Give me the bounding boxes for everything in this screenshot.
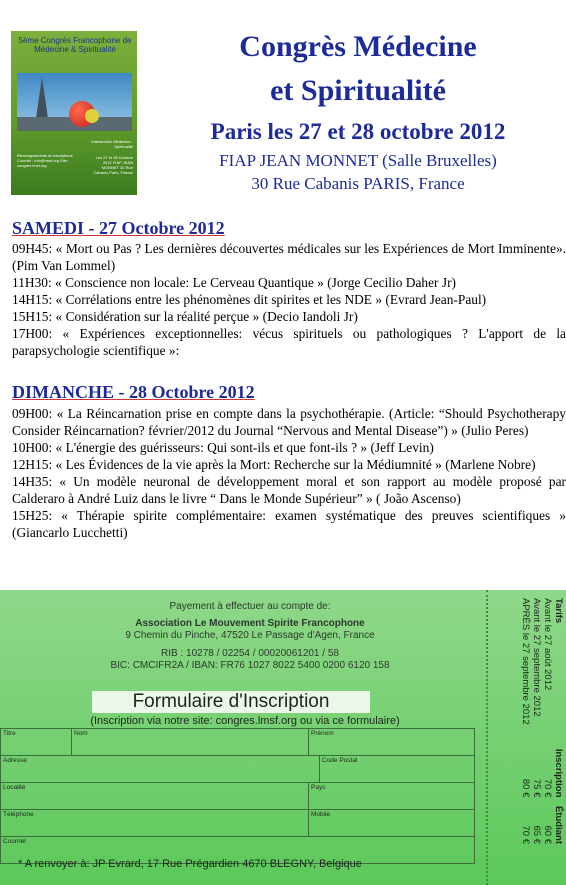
saturday-program	[12, 240, 566, 359]
payment-association: Association Le Mouvement Spirite Francophone	[135, 618, 365, 629]
list-item: 12H15: « Les Évidences de la vie après la Mort: Recherche sur la Médiumnité » (Marlene Nobre)	[12, 457, 536, 472]
payment-intro: Payement à effectuer au compte de:	[169, 601, 331, 612]
poster-title: 5ème Congrès Francophone de Médecine & Spiritualité	[18, 36, 132, 54]
field-adresse[interactable]: Adresse	[1, 756, 320, 783]
payment-address: 9 Chemin du Pinche, 47520 Le Passage d'Agen, France	[125, 630, 375, 641]
list-item: 09H00: « La Réincarnation prise en compte dans la psychothérapie. (Article: “Should Psychotherapy Consider Réincarnation? février/2012 du Journal “Nervous and Mental Disease”) » (Julio Peres)	[12, 406, 566, 438]
inscription-header: Inscription	[553, 748, 564, 798]
etudiant-header: Étudiant	[553, 806, 564, 844]
list-item: 09H45: « Mort ou Pas ? Les dernières découvertes médicales sur les Expériences de Mort Imminente». (Pim Van Lommel)	[12, 241, 566, 273]
field-telephone[interactable]: Téléphone	[1, 810, 309, 837]
field-nom[interactable]: Nom	[72, 729, 309, 756]
sunday-program	[12, 405, 566, 541]
registration-section	[0, 590, 566, 885]
list-item: 11H30: « Conscience non locale: Le Cerveau Quantique » (Jorge Cecilio Daher Jr)	[12, 275, 456, 290]
poster-caption: Intersection Médecine - Spiritualité Les 27 et 28 Octobre 2012 FIAP JEAN MONNET 30 Rue Cabanis Paris, France	[91, 139, 133, 175]
list-item: 10H00: « L'énergie des guérisseurs: Qui sont-ils et que font-ils ? » (Jeff Levin)	[12, 440, 434, 455]
field-prenom[interactable]: Prénom	[309, 729, 475, 756]
return-address-note: * A renvoyer à: JP Evrard, 17 Rue Prégardien 4670 BLEGNY, Belgique	[18, 858, 362, 870]
tarifs-table	[492, 596, 564, 846]
form-title: Formulaire d'Inscription	[92, 691, 370, 713]
page-title-line2: et Spiritualité	[270, 74, 446, 107]
table-row: APRÈS le 27 septembre 2012 80 € 70 €	[520, 598, 531, 844]
field-pays[interactable]: Pays	[309, 783, 475, 810]
table-row: Avant le 27 septembre 2012 75 € 65 €	[531, 598, 542, 844]
list-item: 14H35: « Un modèle neuronal de développement moral et son rapport au modèle proposé par Calderaro à André Luiz dans le livre “ Dans le Monde Supérieur” » ( João Ascenso)	[12, 474, 566, 506]
sphere-icon	[85, 109, 99, 123]
event-dates: Paris les 27 et 28 octobre 2012	[210, 119, 506, 144]
tarifs-header: Tarifs	[553, 598, 564, 624]
event-address: 30 Rue Cabanis PARIS, France	[251, 174, 465, 193]
field-titre[interactable]: Titre	[1, 729, 72, 756]
list-item: 14H15: « Corrélations entre les phénomènes dit spirites et les NDE » (Evrard Jean-Paul)	[12, 292, 487, 307]
list-item: 15H15: « Considération sur la réalité perçue » (Decio Iandoli Jr)	[12, 309, 358, 324]
field-code-postal[interactable]: Code Postal	[320, 756, 475, 783]
field-courriel[interactable]: Courriel	[1, 837, 475, 864]
saturday-heading: SAMEDI - 27 Octobre 2012	[12, 218, 225, 238]
field-localite[interactable]: Localité	[1, 783, 309, 810]
poster-info: Renseignements et inscriptions Courriel : info@lmsf.org Site : congres.lmsf.org	[17, 153, 73, 168]
registration-form-grid	[0, 728, 475, 864]
payment-bic: BIC: CMCIFR2A / IBAN: FR76 1027 8022 5400 0200 6120 158	[110, 660, 390, 671]
perforation-line	[486, 590, 488, 885]
list-item: 17H00: « Expériences exceptionnelles: vécus spirituels ou pathologiques ? L'apport de la parapsychologie scientifique »:	[12, 326, 566, 358]
payment-rib: RIB : 10278 / 02254 / 00020061201 / 58	[161, 648, 339, 659]
table-row: Avant le 27 août 2012 70 € 60 €	[542, 598, 553, 844]
congress-poster-image	[11, 31, 137, 195]
event-venue: FIAP JEAN MONNET (Salle Bruxelles)	[219, 151, 497, 170]
list-item: 15H25: « Thérapie spirite complémentaire: examen systématique des preuves scientifiques » (Giancarlo Lucchetti)	[12, 508, 566, 540]
page-title-line1: Congrès Médecine	[239, 30, 477, 63]
field-mobile[interactable]: Mobile	[309, 810, 475, 837]
form-subtitle: (Inscription via notre site: congres.lmsf.org ou via ce formulaire)	[90, 715, 400, 727]
sunday-heading: DIMANCHE - 28 Octobre 2012	[12, 382, 255, 402]
